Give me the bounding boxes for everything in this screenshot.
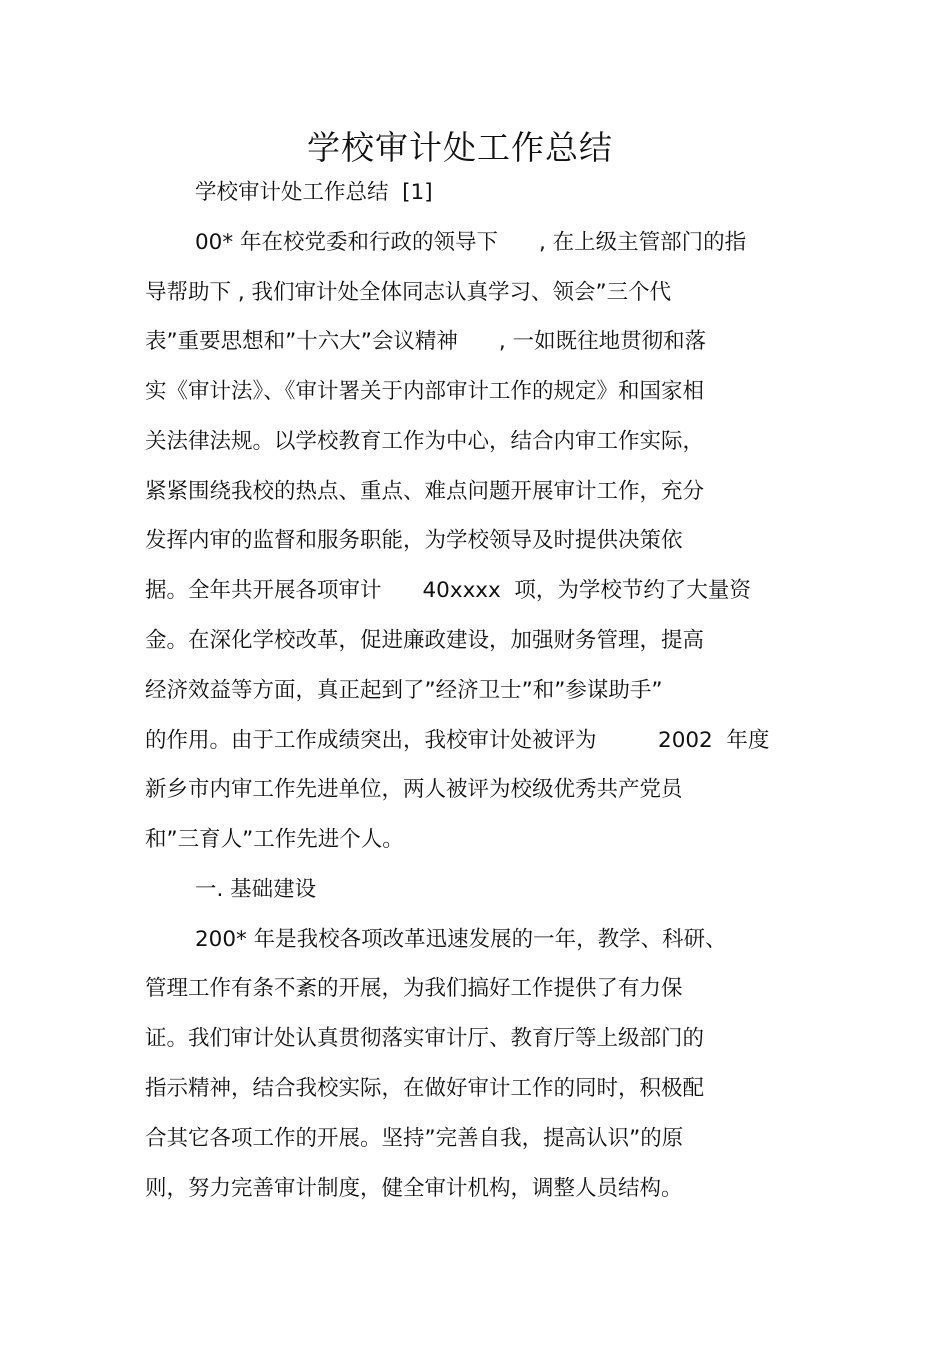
paragraph-line: 的作用。由于工作成绩突出，我校审计处被评为 2002 年度 — [145, 728, 770, 753]
paragraph-line: 证。我们审计处认真贯彻落实审计厅、教育厅等上级部门的 — [145, 1026, 705, 1051]
paragraph-line: 表”重要思想和”十六大”会议精神 , 一如既往地贯彻和落 — [145, 329, 707, 354]
paragraph-line: 和”三育人”工作先进个人。 — [145, 827, 404, 852]
subtitle-line: 学校审计处工作总结 [1] — [195, 180, 433, 205]
paragraph-line: 紧紧围绕我校的热点、重点、难点问题开展审计工作，充分 — [145, 479, 705, 504]
document-title: 学校审计处工作总结 — [307, 128, 613, 167]
paragraph-line: 导帮助下 , 我们审计处全体同志认真学习、领会”三个代 — [145, 280, 672, 305]
paragraph-line: 200* 年是我校各项改革迅速发展的一年，教学、科研、 — [195, 927, 727, 952]
paragraph-line: 金。在深化学校改革，促进廉政建设，加强财务管理，提高 — [145, 628, 705, 653]
paragraph-line: 据。全年共开展各项审计 40xxxx 项，为学校节约了大量资 — [145, 578, 751, 603]
paragraph-line: 发挥内审的监督和服务职能，为学校领导及时提供决策依 — [145, 528, 683, 553]
paragraph-line: 00* 年在校党委和行政的领导下 , 在上级主管部门的指 — [195, 230, 747, 255]
paragraph-line: 则，努力完善审计制度，健全审计机构，调整人员结构。 — [145, 1176, 683, 1201]
paragraph-line: 指示精神，结合我校实际，在做好审计工作的同时，积极配 — [145, 1076, 705, 1101]
section-heading: 一. 基础建设 — [195, 877, 317, 902]
paragraph-line: 实《审计法》、《审计署关于内部审计工作的规定》和国家相 — [145, 379, 705, 404]
paragraph-line: 经济效益等方面，真正起到了”经济卫士”和”参谋助手” — [145, 678, 663, 703]
paragraph-line: 关法律法规。以学校教育工作为中心，结合内审工作实际， — [145, 429, 705, 454]
paragraph-line: 合其它各项工作的开展。坚持”完善自我，提高认识”的原 — [145, 1126, 684, 1151]
paragraph-line: 新乡市内审工作先进单位，两人被评为校级优秀共产党员 — [145, 777, 683, 802]
paragraph-line: 管理工作有条不紊的开展，为我们搞好工作提供了有力保 — [145, 976, 683, 1001]
